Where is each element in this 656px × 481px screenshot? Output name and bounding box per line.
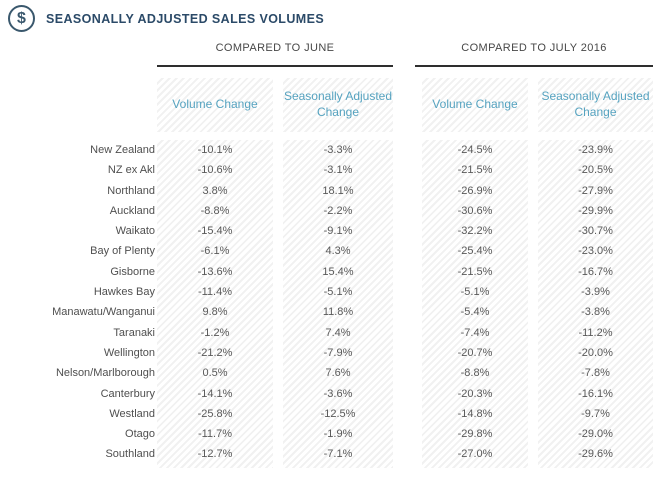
july2016-adjusted-value: -29.0% <box>578 428 613 441</box>
table-row <box>0 444 656 464</box>
july2016-adjusted-value: -16.7% <box>578 265 613 278</box>
june-volume-value: -14.1% <box>197 387 233 400</box>
june-adjusted-value: -7.9% <box>323 346 353 359</box>
page-title: SEASONALLY ADJUSTED SALES VOLUMES <box>46 11 325 26</box>
june-adjusted-value: -3.6% <box>323 387 353 400</box>
june-volume-value: -6.1% <box>200 245 230 258</box>
page-header <box>8 5 324 32</box>
table-row <box>0 201 656 221</box>
june-volume-value: -11.4% <box>197 286 233 299</box>
june-adjusted-value: 18.1% <box>322 184 354 197</box>
region-label: Canterbury <box>100 387 155 400</box>
table-row <box>0 160 656 180</box>
june-adjusted-value: -2.2% <box>323 204 353 217</box>
june-adjusted-value: 15.4% <box>322 265 354 278</box>
region-label: Hawkes Bay <box>93 286 155 299</box>
june-volume-value: -15.4% <box>197 225 233 238</box>
june-adjusted-value: -12.5% <box>320 407 356 420</box>
june-adjusted-value: 11.8% <box>322 306 354 319</box>
region-label: New Zealand <box>90 144 155 156</box>
region-label: Taranaki <box>113 326 155 339</box>
column-header-june-seasonally-adjusted-change: Seasonally Adjusted Change <box>283 78 393 132</box>
june-adjusted-value: 7.4% <box>325 326 351 339</box>
july2016-volume-value: -7.4% <box>460 326 490 339</box>
dollar-icon <box>8 5 35 32</box>
table-row <box>0 404 656 424</box>
july2016-volume-value: -21.5% <box>457 164 493 177</box>
july2016-adjusted-value: -7.8% <box>581 367 610 380</box>
june-volume-value: 9.8% <box>202 306 228 319</box>
column-header-july2016-seasonally-adjusted-change: Seasonally Adjusted Change <box>538 78 653 132</box>
july2016-adjusted-value: -29.6% <box>578 448 613 461</box>
june-volume-value: -25.8% <box>197 407 233 420</box>
region-label: NZ ex Akl <box>107 164 155 177</box>
july2016-adjusted-value: -16.1% <box>578 387 613 400</box>
july2016-adjusted-value: -23.9% <box>578 144 613 156</box>
column-header-july2016-volume-change: Volume Change <box>422 78 528 132</box>
june-volume-value: 0.5% <box>202 367 228 380</box>
table-row <box>0 241 656 261</box>
july2016-volume-value: -5.1% <box>460 286 490 299</box>
july2016-adjusted-value: -3.9% <box>581 286 610 299</box>
june-adjusted-value: -1.9% <box>323 428 353 441</box>
table-row <box>0 282 656 302</box>
july2016-adjusted-value: -20.5% <box>578 164 613 177</box>
june-volume-value: -10.1% <box>197 144 233 156</box>
june-volume-value: -12.7% <box>197 448 233 461</box>
column-group-compared-to-july-2016: COMPARED TO JULY 2016 <box>461 42 607 54</box>
july2016-volume-value: -29.8% <box>457 428 493 441</box>
july2016-adjusted-value: -27.9% <box>578 184 613 197</box>
june-adjusted-value: 7.6% <box>325 367 351 380</box>
june-volume-value: -10.6% <box>197 164 233 177</box>
june-volume-value: 3.8% <box>202 184 228 197</box>
july2016-adjusted-value: -20.0% <box>578 346 613 359</box>
region-label: Southland <box>105 448 155 461</box>
group-underline-june <box>157 65 393 67</box>
june-volume-value: -8.8% <box>200 204 230 217</box>
group-underline-july-2016 <box>415 65 653 67</box>
july2016-volume-value: -25.4% <box>457 245 493 258</box>
column-group-compared-to-june: COMPARED TO JUNE <box>215 42 335 54</box>
july2016-volume-value: -32.2% <box>457 225 493 238</box>
july2016-volume-value: -20.3% <box>457 387 493 400</box>
table-body <box>0 140 656 465</box>
table-row <box>0 424 656 444</box>
region-label: Wellington <box>103 346 155 359</box>
july2016-adjusted-value: -29.9% <box>578 204 613 217</box>
region-label: Manawatu/Wanganui <box>52 306 155 319</box>
june-adjusted-value: -5.1% <box>323 286 353 299</box>
region-label: Westland <box>109 407 155 420</box>
july2016-volume-value: -27.0% <box>457 448 493 461</box>
table-row <box>0 363 656 383</box>
table-row <box>0 221 656 241</box>
june-adjusted-value: -9.1% <box>323 225 353 238</box>
june-adjusted-value: -3.3% <box>323 144 353 156</box>
july2016-volume-value: -20.7% <box>457 346 493 359</box>
region-label: Otago <box>125 428 155 441</box>
july2016-volume-value: -14.8% <box>457 407 493 420</box>
table-row <box>0 262 656 282</box>
july2016-volume-value: -26.9% <box>457 184 493 197</box>
column-header-june-volume-change: Volume Change <box>157 78 273 132</box>
july2016-adjusted-value: -11.2% <box>578 326 613 339</box>
region-label: Nelson/Marlborough <box>55 367 155 380</box>
table-row <box>0 302 656 322</box>
july2016-volume-value: -24.5% <box>457 144 493 156</box>
july2016-adjusted-value: -30.7% <box>578 225 613 238</box>
region-label: Auckland <box>109 204 155 217</box>
region-label: Northland <box>107 184 155 197</box>
table-row <box>0 343 656 363</box>
table-row <box>0 140 656 160</box>
june-volume-value: -1.2% <box>200 326 230 339</box>
july2016-volume-value: -5.4% <box>460 306 490 319</box>
june-volume-value: -21.2% <box>197 346 233 359</box>
june-volume-value: -13.6% <box>197 265 233 278</box>
june-adjusted-value: -7.1% <box>323 448 353 461</box>
june-adjusted-value: -3.1% <box>323 164 353 177</box>
july2016-volume-value: -8.8% <box>460 367 490 380</box>
july2016-adjusted-value: -23.0% <box>578 245 613 258</box>
region-label: Gisborne <box>110 265 155 278</box>
july2016-volume-value: -30.6% <box>457 204 493 217</box>
region-label: Bay of Plenty <box>90 245 155 258</box>
dollar-glyph: $ <box>17 9 26 27</box>
table-row <box>0 384 656 404</box>
july2016-adjusted-value: -9.7% <box>581 407 610 420</box>
july2016-volume-value: -21.5% <box>457 265 493 278</box>
june-volume-value: -11.7% <box>197 428 233 441</box>
region-label: Waikato <box>115 225 155 238</box>
table-row <box>0 323 656 343</box>
june-adjusted-value: 4.3% <box>325 245 351 258</box>
july2016-adjusted-value: -3.8% <box>581 306 610 319</box>
table-row <box>0 181 656 201</box>
